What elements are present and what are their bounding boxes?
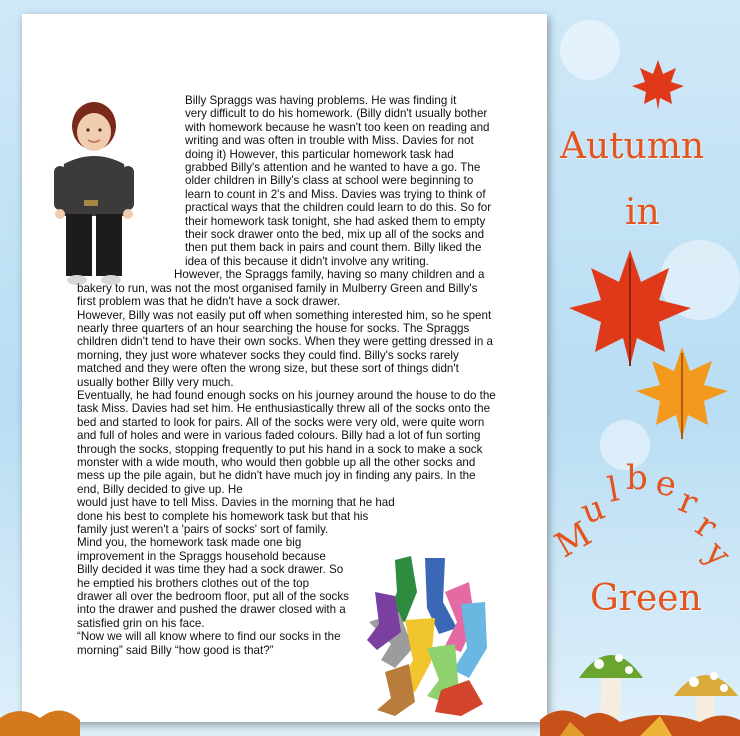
story-line: into the drawer and pushed the drawer closed with a	[77, 603, 346, 617]
title-green: Green	[590, 578, 702, 619]
story-line: Billy decided it was time they had a sock drawer. So	[77, 563, 344, 577]
story-paragraph-1: very difficult to do his homework. (Billy didn't usually bother with homework because he wasn't too keen on reading and writing and was often in trouble with Miss. Davies for not doing it) However, this particular homework task had grabbed Billy's attention and he wanted to have a go. The older children in Billy's class at school were beginning to learn to count in 2's and Miss. Davies was trying to think of practical ways that the children could learn to do this. So for their homework task tonight, she had asked them to empty their sock drawer onto the bed, mix up all of the socks and then put them back in pairs and count them. Billy liked the idea of this because it didn't involve any writing.	[185, 107, 492, 268]
story-line: done his best to complete his homework task but that his	[77, 509, 369, 523]
maple-leaf-icon	[634, 345, 730, 441]
title-mulberry-letter: y	[696, 533, 739, 575]
story-line: he emptied his brothers clothes out of the top	[77, 576, 310, 590]
leaf-pile-decoration	[0, 696, 740, 736]
story-line: drawer all over the bedroom floor, put all of the socks	[77, 590, 349, 604]
title-mulberry-letter: e	[652, 462, 680, 506]
title-mulberry-letter: b	[626, 458, 648, 498]
title-mulberry-letter: u	[575, 487, 611, 533]
title-mulberry-letter: M	[548, 513, 599, 567]
story-line: Billy Spraggs was having problems. He was finding it	[185, 94, 457, 107]
title-autumn: Autumn	[560, 126, 705, 167]
background-bokeh	[560, 20, 620, 80]
story-line: satisfied grin on his face.	[77, 616, 205, 630]
document-page	[22, 14, 547, 722]
story-paragraph-2: However, the Spraggs family, having so many children and a bakery to run, was not the most organised family in Mulberry Green and Billy's first problem was that he didn't have a sock drawer.	[77, 268, 485, 309]
story-line: would just have to tell Miss. Davies in the morning that he had	[77, 496, 395, 510]
story-text	[77, 94, 497, 657]
story-line: Mind you, the homework task made one big	[77, 536, 302, 550]
title-mulberry-letter: r	[688, 504, 725, 548]
maple-leaf-icon	[630, 58, 686, 110]
story-line: “Now we will all know where to find our socks in the	[77, 630, 341, 644]
story-line: family just weren't a 'pairs of socks' sort of family.	[77, 523, 329, 536]
story-line: morning” said Billy “how good is that?”	[77, 643, 274, 657]
story-paragraph-3: However, Billy was not easily put off when something interested him, so he spent nearly three quarters of an hour searching the house for socks. The Spraggs children didn't tend to have their own socks. When they were getting dressed in a morning, they just wore whatever socks they could find. Billy's socks rarely matched and they were often the wrong size, but these sort of things didn't usually bother Billy very much.	[77, 308, 493, 389]
story-line: improvement in the Spraggs household because	[77, 549, 326, 563]
title-mulberry-letter: r	[673, 480, 704, 524]
title-mulberry-letter: l	[604, 469, 623, 511]
title-in: in	[625, 192, 660, 233]
story-paragraph-4: Eventually, he had found enough socks on his journey around the house to do the task Miss. Davies had set him. He enthusiastically threw all of the socks onto the bed and started to look for pairs. All of the socks were very old, were quite worn and full of holes and were in various faded colours. Billy had a lot of fun sorting through the socks, stopping frequently to put his hand in a sock to make a sock monster with a wide mouth, who would then gobble up all the other socks and mess up the pile again, but he didn't have much joy in finding any pairs. In the end, Billy decided to give up. He	[77, 388, 496, 496]
